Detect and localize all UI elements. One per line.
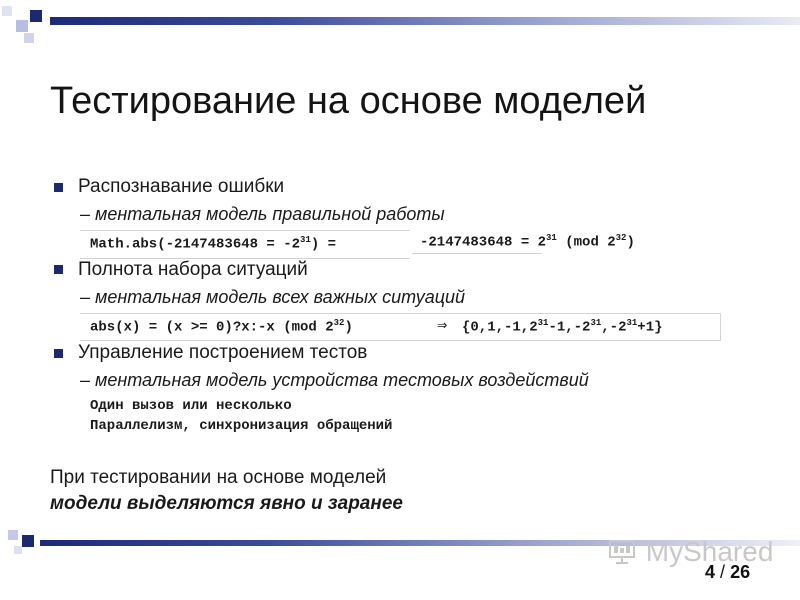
code-exponent: 32	[333, 318, 345, 328]
code-snippet	[420, 233, 635, 251]
corner-square-light	[8, 530, 18, 540]
bullet-square-icon	[54, 265, 63, 274]
total-pages: 26	[730, 562, 751, 582]
code-box-border	[720, 313, 721, 341]
corner-square-dark	[30, 10, 42, 22]
code-text: (mod 2	[556, 234, 616, 251]
code-box-border	[412, 253, 542, 254]
code-text: ,-2	[601, 319, 627, 336]
section-heading: Полнота набора ситуаций	[78, 259, 308, 280]
code-text: abs(x) = (x >= 0)?x:-x (mod 2	[90, 319, 334, 336]
corner-square-light	[2, 6, 12, 16]
code-box-border	[80, 230, 410, 231]
code-exponent: 31	[537, 318, 549, 328]
code-text: -2147483648 = 2	[420, 234, 547, 251]
conclusion-text: При тестировании на основе моделей	[50, 467, 387, 488]
code-exponent: 31	[590, 318, 602, 328]
section-heading: Распознавание ошибки	[78, 176, 285, 197]
code-snippet	[90, 235, 336, 253]
code-exponent: 31	[546, 233, 557, 243]
code-text: Math.abs(-2147483648 = -2	[90, 236, 301, 253]
corner-square-dark	[22, 535, 34, 547]
code-snippet	[462, 318, 663, 336]
page-separator: /	[720, 562, 726, 582]
code-snippet	[90, 318, 353, 336]
bullet-square-icon	[54, 349, 63, 358]
code-text: )	[344, 319, 353, 336]
section-subheading: – ментальная модель всех важных ситуаций	[80, 287, 466, 307]
code-exponent: 31	[300, 235, 311, 245]
section-subheading: – ментальная модель устройства тестовых воздействий	[80, 370, 589, 390]
bullet-square-icon	[54, 183, 63, 192]
code-text: -1,-2	[548, 319, 591, 336]
page-number	[705, 562, 750, 583]
code-text: +1}	[637, 319, 663, 336]
section-heading: Управление построением тестов	[78, 342, 368, 363]
code-exponent: 31	[626, 318, 638, 328]
code-exponent: 32	[615, 233, 627, 243]
section-subheading: – ментальная модель правильной работы	[80, 204, 445, 224]
corner-square-light	[16, 20, 28, 32]
code-box-border	[80, 340, 720, 341]
test-detail-line: Один вызов или несколько	[90, 398, 292, 414]
slide-title: Тестирование на основе моделей	[50, 80, 647, 122]
code-box-border	[80, 313, 720, 314]
watermark-logo-icon	[608, 537, 638, 565]
double-arrow-icon: ⇒	[437, 317, 448, 336]
code-text: {0,1,-1,2	[462, 319, 538, 336]
watermark-text: MyShared	[645, 536, 774, 567]
corner-square-light	[14, 546, 22, 554]
top-gradient-bar	[50, 17, 800, 25]
test-detail-line: Параллелизм, синхронизация обращений	[90, 418, 393, 434]
current-page: 4	[705, 562, 716, 582]
code-text: ) =	[310, 236, 337, 253]
conclusion-emphasis: модели выделяются явно и заранее	[50, 493, 403, 514]
corner-square-light	[24, 33, 34, 43]
code-text: )	[626, 234, 635, 251]
